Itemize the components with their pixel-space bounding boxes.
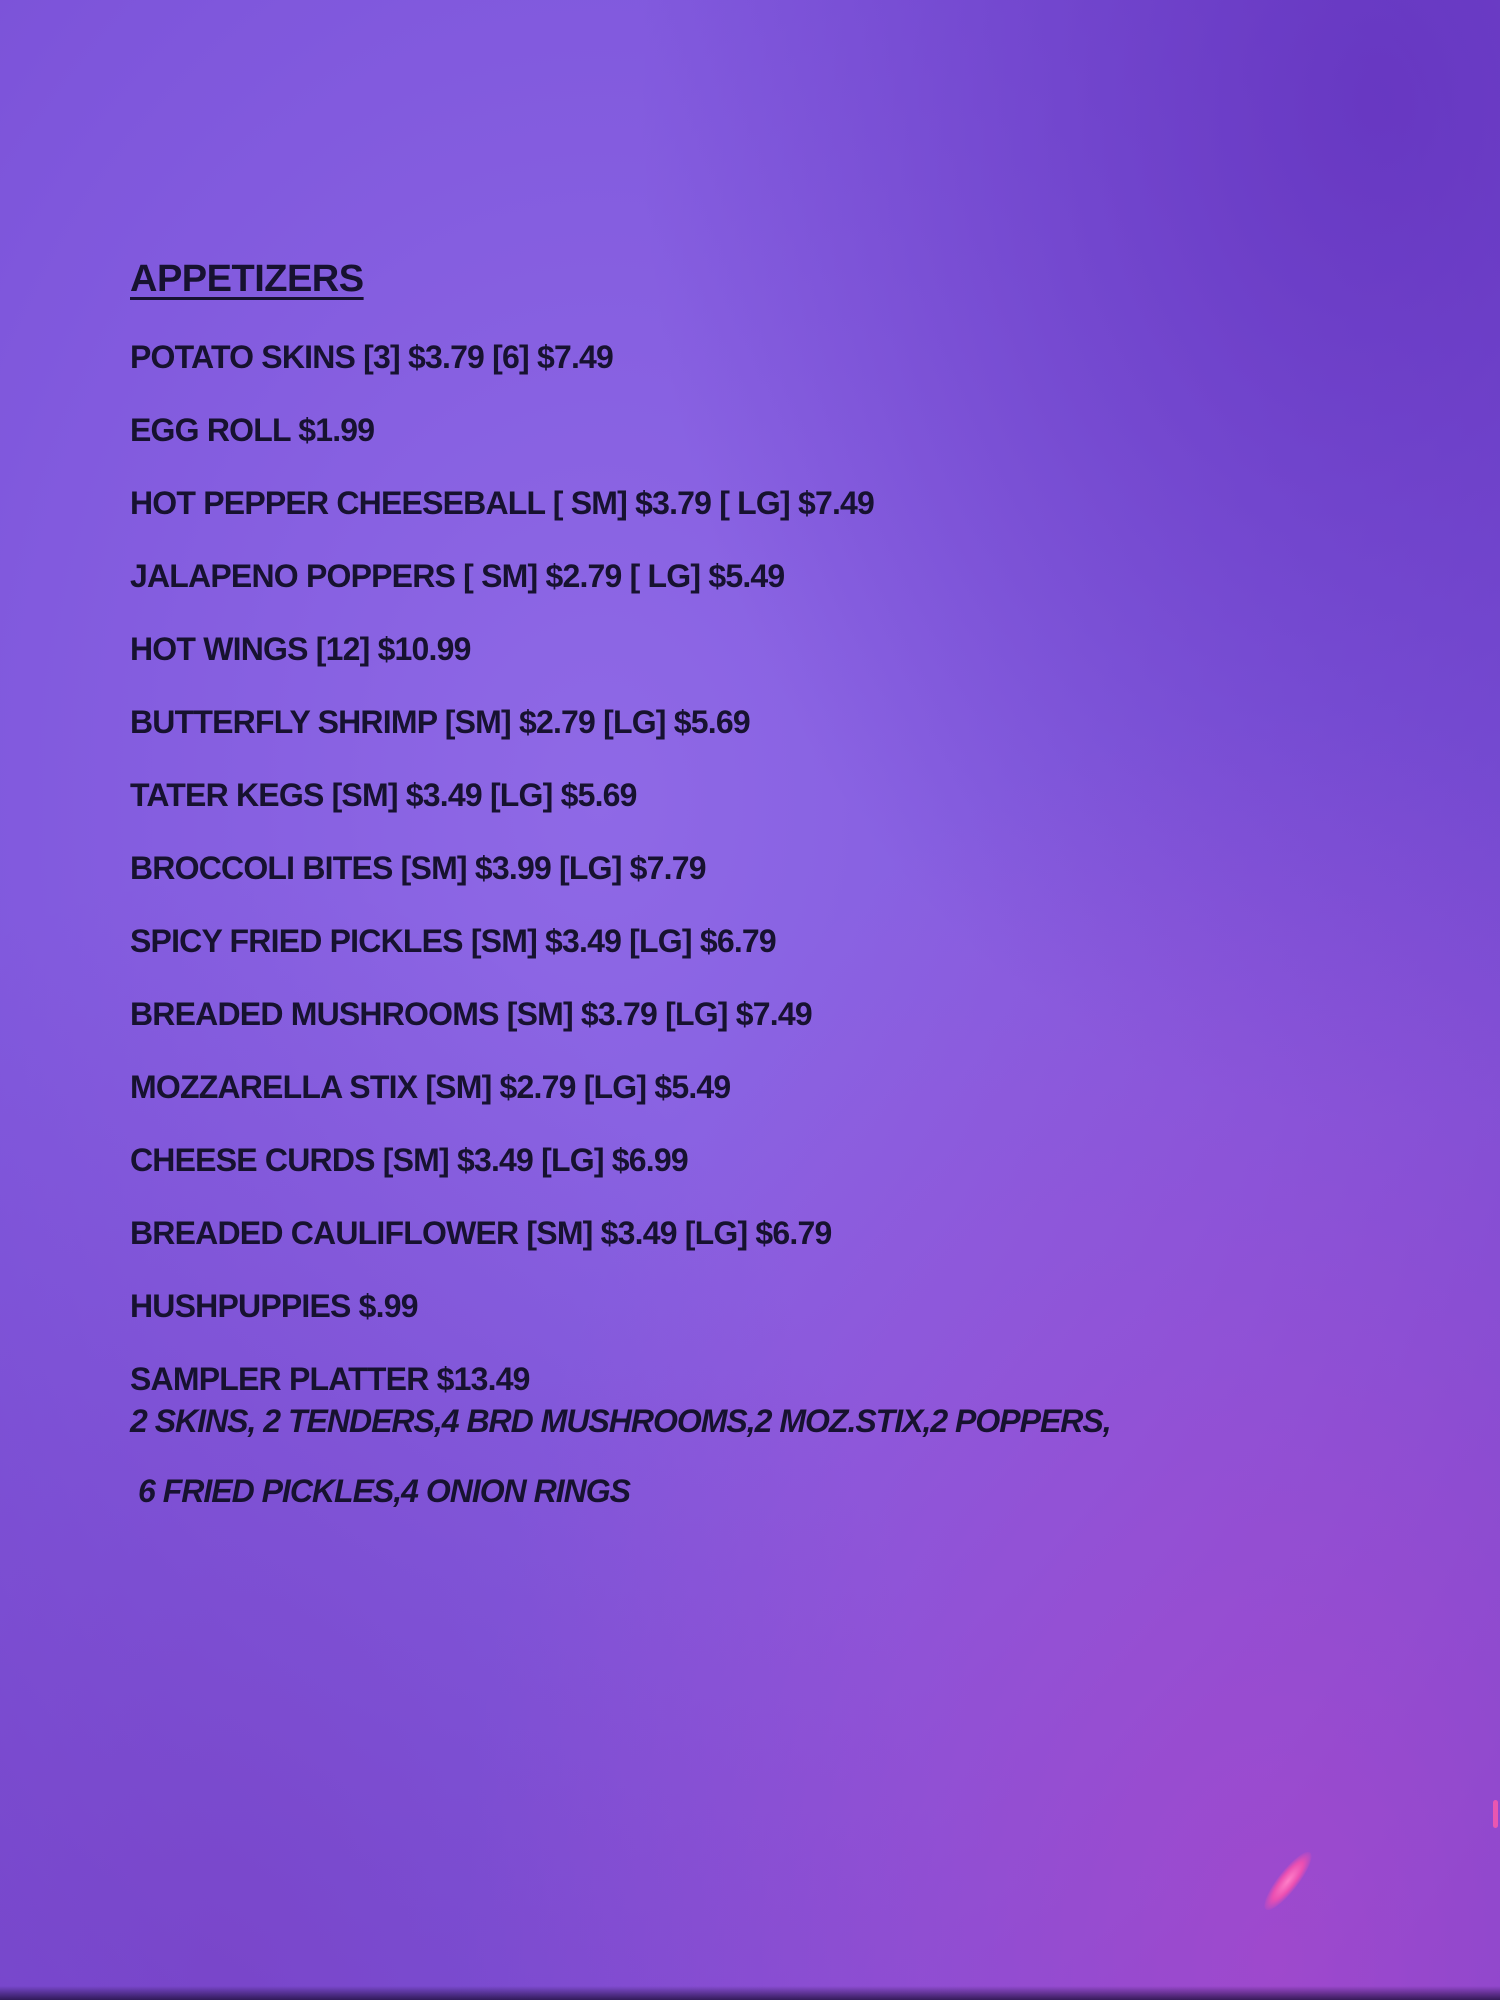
menu-item-cheese-curds: CHEESE CURDS [SM] $3.49 [LG] $6.99 (130, 1142, 688, 1178)
menu-item-breaded-cauliflower: BREADED CAULIFLOWER [SM] $3.49 [LG] $6.79 (130, 1215, 832, 1251)
menu-item-breaded-mushrooms: BREADED MUSHROOMS [SM] $3.79 [LG] $7.49 (130, 996, 812, 1032)
menu-item-tater-kegs: TATER KEGS [SM] $3.49 [LG] $5.69 (130, 777, 637, 813)
sampler-detail-line-2: 6 FRIED PICKLES,4 ONION RINGS (138, 1473, 630, 1509)
menu-item-butterfly-shrimp: BUTTERFLY SHRIMP [SM] $2.79 [LG] $5.69 (130, 704, 750, 740)
menu-item-egg-roll: EGG ROLL $1.99 (130, 412, 375, 448)
sampler-detail-line-1: 2 SKINS, 2 TENDERS,4 BRD MUSHROOMS,2 MOZ.STIX,2 POPPERS, (130, 1403, 1111, 1439)
menu-title: APPETIZERS (130, 258, 364, 300)
menu-item-hot-pepper-cheeseball: HOT PEPPER CHEESEBALL [ SM] $3.79 [ LG] $7.49 (130, 485, 875, 521)
menu-item-potato-skins: POTATO SKINS [3] $3.79 [6] $7.49 (130, 339, 614, 375)
light-glare-edge (1493, 1800, 1498, 1828)
menu-item-mozzarella-stix: MOZZARELLA STIX [SM] $2.79 [LG] $5.49 (130, 1069, 731, 1105)
page-shadow-edge (0, 1986, 1500, 2000)
menu-item-jalapeno-poppers: JALAPENO POPPERS [ SM] $2.79 [ LG] $5.49 (130, 558, 785, 594)
menu-item-sampler-platter: SAMPLER PLATTER $13.49 (130, 1361, 530, 1397)
menu-item-hushpuppies: HUSHPUPPIES $.99 (130, 1288, 418, 1324)
appetizers-menu (130, 258, 1460, 1511)
menu-item-hot-wings: HOT WINGS [12] $10.99 (130, 631, 471, 667)
light-glare (1258, 1846, 1318, 1915)
menu-item-spicy-fried-pickles: SPICY FRIED PICKLES [SM] $3.49 [LG] $6.79 (130, 923, 776, 959)
menu-item-broccoli-bites: BROCCOLI BITES [SM] $3.99 [LG] $7.79 (130, 850, 706, 886)
